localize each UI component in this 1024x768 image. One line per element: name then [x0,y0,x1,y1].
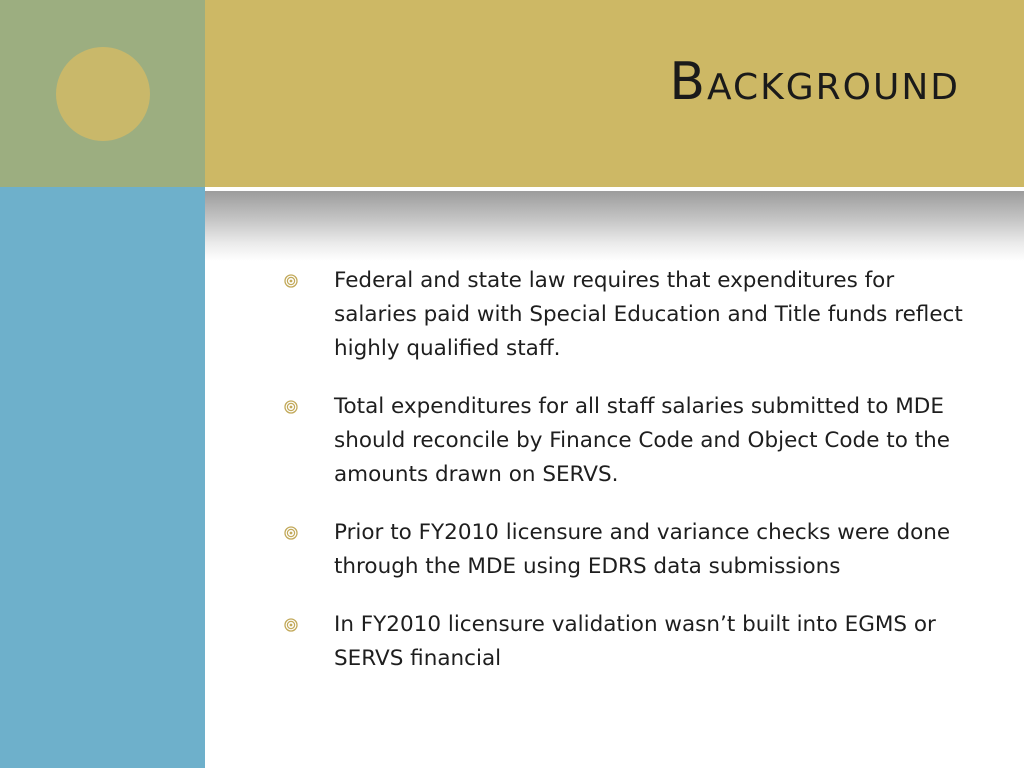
slide-title: Background [669,52,960,112]
bullet-list [284,264,974,700]
decorative-circle [56,47,150,141]
bullet-text: Total expenditures for all staff salaries submitted to MDE should reconcile by Finance Code and Object Code to the amounts drawn on SERVS. [334,394,950,487]
bullet-text: Prior to FY2010 licensure and variance checks were done through the MDE using EDRS data submissions [334,520,951,579]
bullet-text: Federal and state law requires that expenditures for salaries paid with Special Education and Title funds reflect highly qualified staff. [334,268,963,361]
concentric-circle-icon [284,274,298,288]
bullet-item [284,608,974,676]
bullet-item [284,390,974,492]
shadow-gradient-band [205,191,1024,261]
bullet-text: In FY2010 licensure validation wasn’t built into EGMS or SERVS financial [334,612,936,671]
decorative-blue-block [0,187,205,768]
bullet-item [284,516,974,584]
bullet-item [284,264,974,366]
concentric-circle-icon [284,400,298,414]
concentric-circle-icon [284,618,298,632]
concentric-circle-icon [284,526,298,540]
decorative-sage-block [0,0,205,187]
